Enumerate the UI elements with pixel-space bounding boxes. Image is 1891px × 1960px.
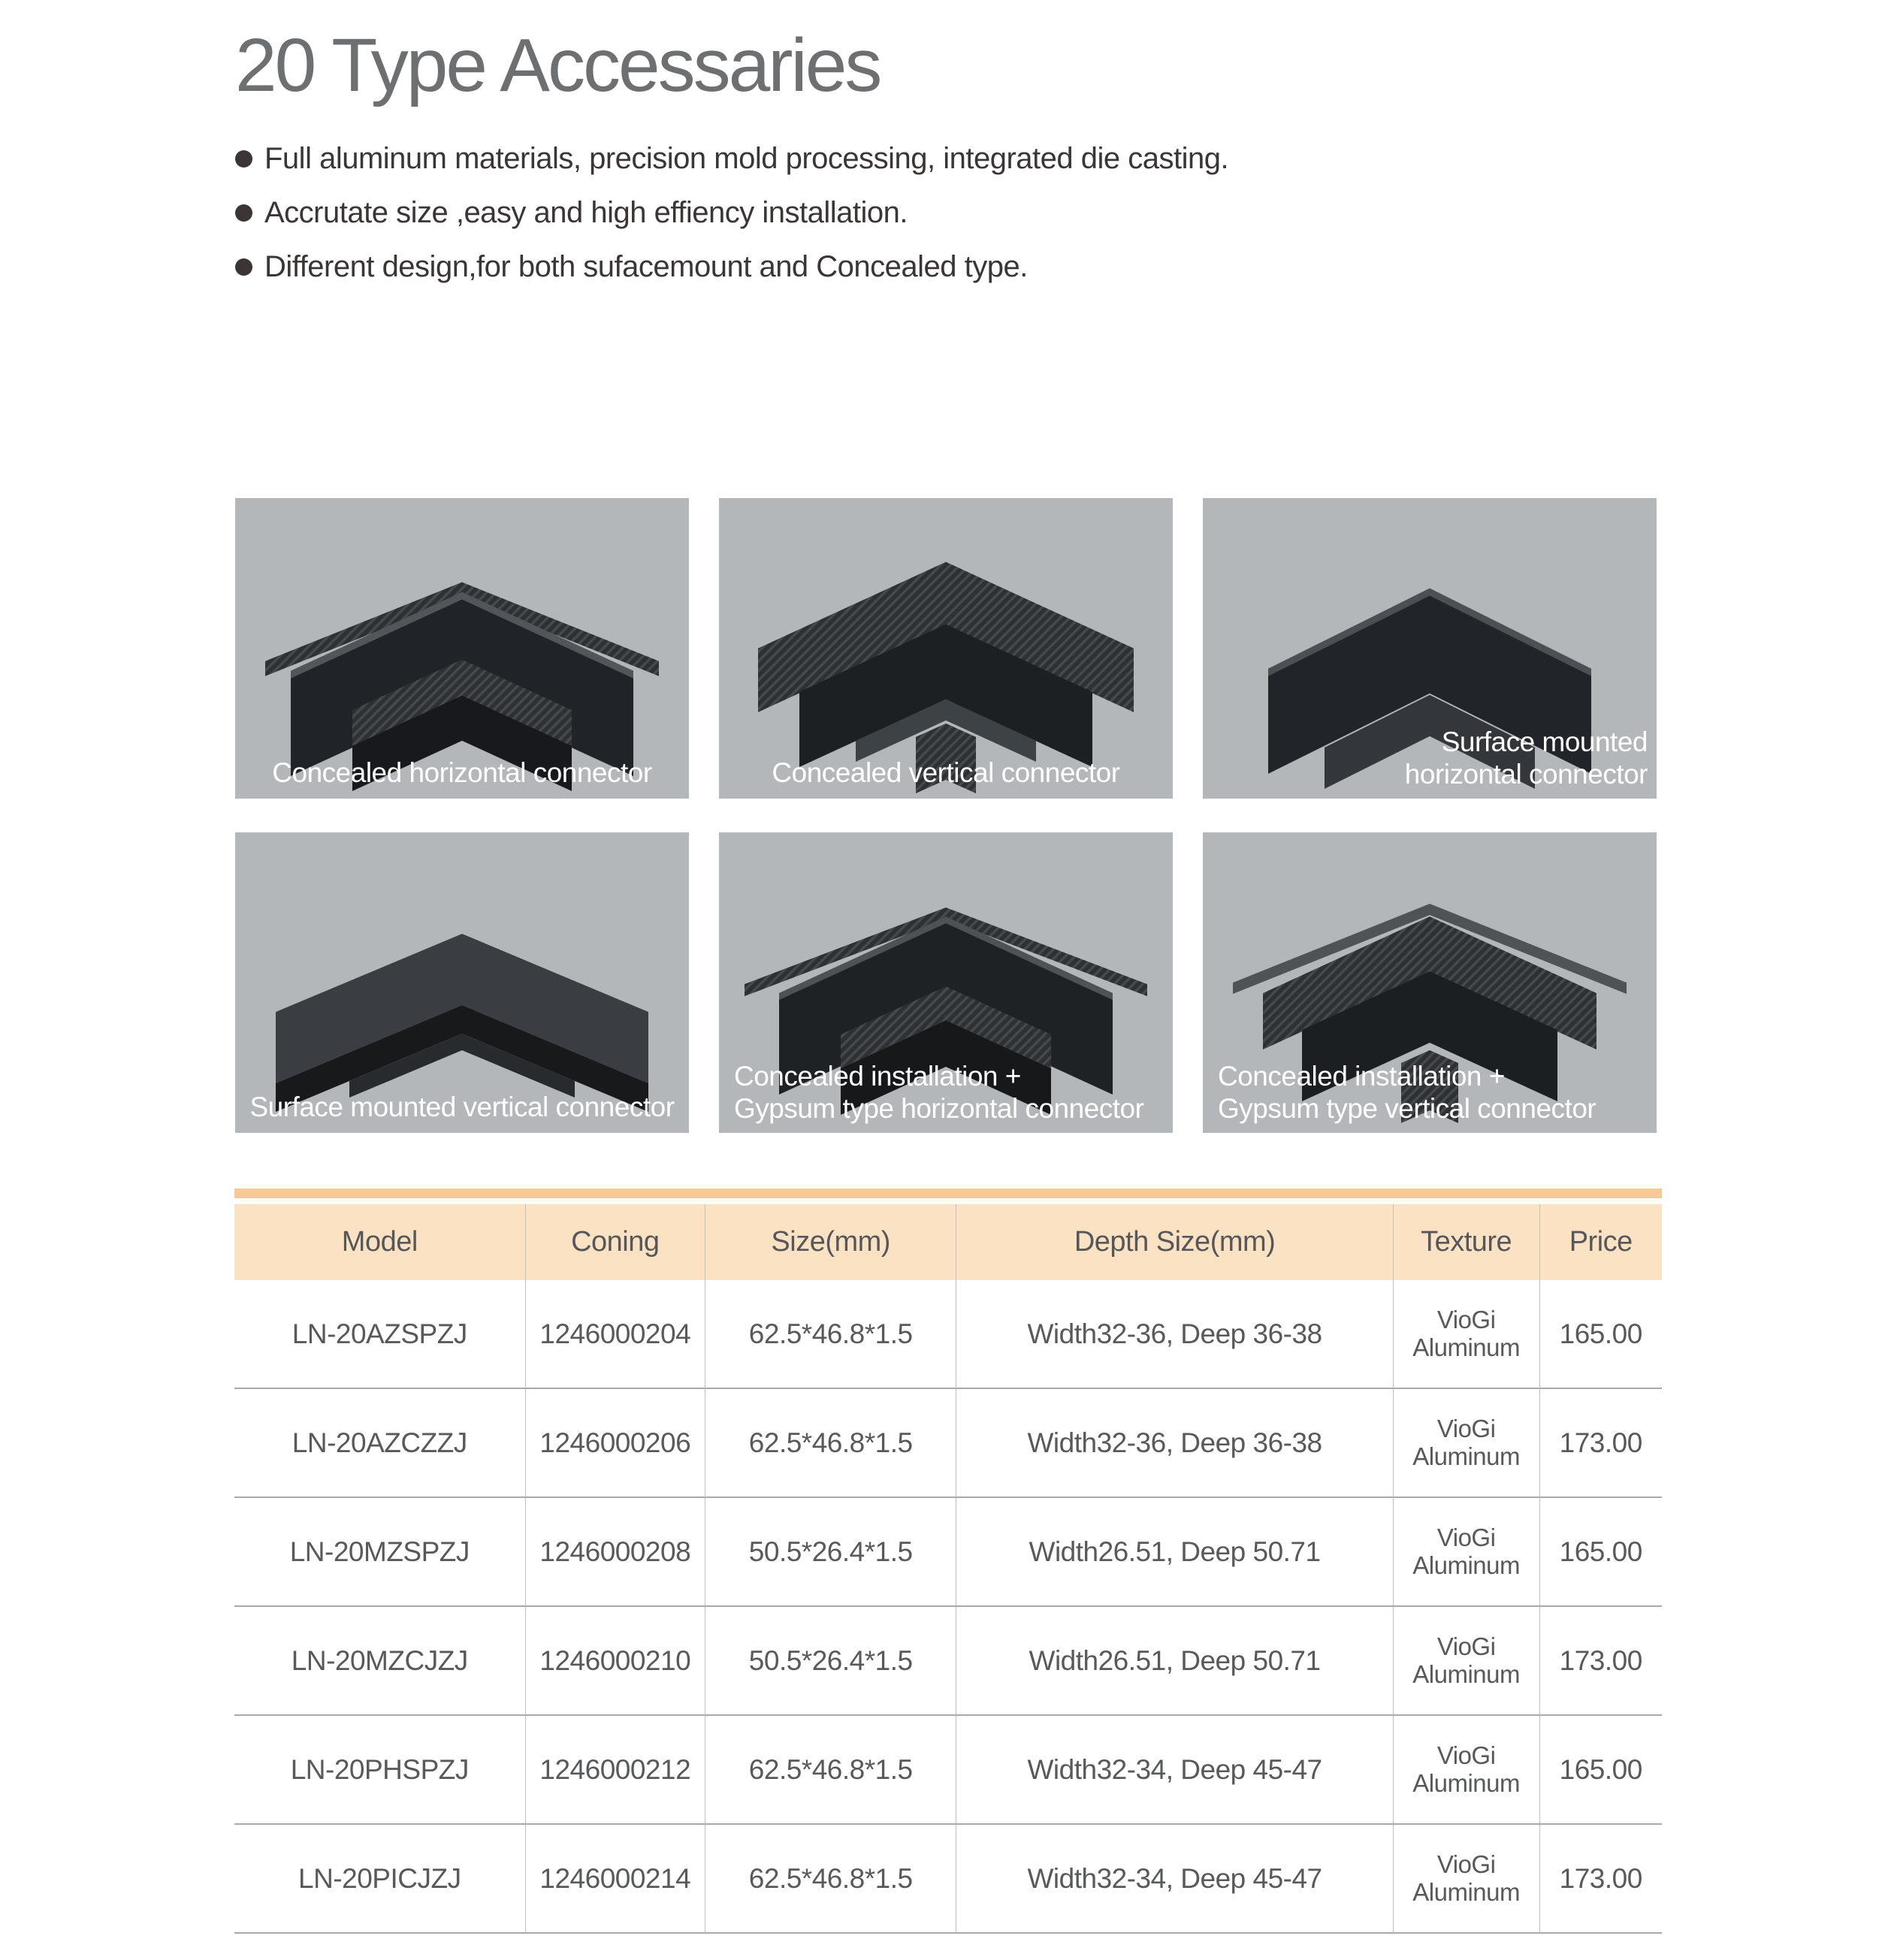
cell-depth: Width32-36, Deep 36-38 bbox=[956, 1280, 1393, 1389]
caption-line: Gypsum type horizontal connector bbox=[734, 1093, 1144, 1125]
cell-coning: 1246000204 bbox=[526, 1280, 705, 1389]
product-gallery bbox=[235, 498, 1657, 1133]
cell-texture: VioGi Aluminum bbox=[1394, 1607, 1540, 1716]
caption-line: Surface mounted bbox=[1441, 726, 1648, 757]
surface-mounted-vertical-connector-image bbox=[235, 832, 689, 1133]
cell-coning: 1246000210 bbox=[526, 1607, 705, 1716]
feature-list bbox=[235, 141, 1228, 304]
cell-texture: VioGi Aluminum bbox=[1394, 1498, 1540, 1607]
column-header-price: Price bbox=[1540, 1204, 1662, 1280]
cell-coning: 1246000208 bbox=[526, 1498, 705, 1607]
cell-size: 50.5*26.4*1.5 bbox=[705, 1498, 956, 1607]
cell-model: LN-20AZCZZJ bbox=[234, 1389, 526, 1498]
column-header-coning: Coning bbox=[526, 1204, 705, 1280]
concealed-horizontal-connector-image bbox=[235, 498, 689, 799]
caption-line: Gypsum type vertical connector bbox=[1218, 1093, 1596, 1125]
cell-size: 62.5*46.8*1.5 bbox=[705, 1389, 956, 1498]
cell-model: LN-20AZSPZJ bbox=[234, 1280, 526, 1389]
concealed-vertical-connector-image bbox=[719, 498, 1173, 799]
cell-coning: 1246000214 bbox=[526, 1825, 705, 1934]
cell-price: 173.00 bbox=[1540, 1389, 1662, 1498]
cell-size: 62.5*46.8*1.5 bbox=[705, 1716, 956, 1825]
feature-text: Accrutate size ,easy and high effiency installation. bbox=[264, 196, 908, 229]
product-tile-concealed-horizontal bbox=[235, 498, 689, 799]
cell-texture: VioGi Aluminum bbox=[1394, 1280, 1540, 1389]
cell-depth: Width32-34, Deep 45-47 bbox=[956, 1825, 1393, 1934]
product-tile-gypsum-vertical bbox=[1203, 832, 1657, 1133]
cell-model: LN-20PHSPZJ bbox=[234, 1716, 526, 1825]
table-accent-bar bbox=[234, 1188, 1662, 1198]
page-title: 20 Type Accessaries bbox=[235, 23, 881, 107]
product-caption bbox=[235, 757, 689, 790]
cell-size: 62.5*46.8*1.5 bbox=[705, 1825, 956, 1934]
cell-size: 50.5*26.4*1.5 bbox=[705, 1607, 956, 1716]
cell-depth: Width26.51, Deep 50.71 bbox=[956, 1607, 1393, 1716]
cell-model: LN-20MZCJZJ bbox=[234, 1607, 526, 1716]
product-tile-surface-vertical bbox=[235, 832, 689, 1133]
column-header-texture: Texture bbox=[1394, 1204, 1540, 1280]
bullet-icon bbox=[235, 258, 252, 276]
product-caption bbox=[719, 757, 1173, 790]
caption-line: Concealed vertical connector bbox=[772, 757, 1120, 789]
feature-item bbox=[235, 249, 1228, 285]
caption-line: Concealed installation + bbox=[734, 1060, 1021, 1092]
cell-price: 173.00 bbox=[1540, 1825, 1662, 1934]
cell-depth: Width32-34, Deep 45-47 bbox=[956, 1716, 1393, 1825]
cell-coning: 1246000206 bbox=[526, 1389, 705, 1498]
cell-texture: VioGi Aluminum bbox=[1394, 1825, 1540, 1934]
caption-line: Concealed installation + bbox=[1218, 1060, 1505, 1092]
bullet-icon bbox=[235, 204, 252, 222]
caption-line: horizontal connector bbox=[1404, 759, 1648, 790]
product-caption bbox=[235, 1091, 689, 1124]
cell-depth: Width26.51, Deep 50.71 bbox=[956, 1498, 1393, 1607]
cell-texture: VioGi Aluminum bbox=[1394, 1716, 1540, 1825]
cell-model: LN-20MZSPZJ bbox=[234, 1498, 526, 1607]
cell-price: 165.00 bbox=[1540, 1498, 1662, 1607]
product-caption bbox=[734, 1060, 1143, 1125]
cell-price: 165.00 bbox=[1540, 1716, 1662, 1825]
bullet-icon bbox=[235, 150, 252, 168]
feature-item bbox=[235, 141, 1228, 177]
cell-coning: 1246000212 bbox=[526, 1716, 705, 1825]
spec-table bbox=[234, 1188, 1662, 1934]
feature-item bbox=[235, 195, 1228, 231]
caption-line: Surface mounted vertical connector bbox=[249, 1092, 675, 1123]
cell-price: 165.00 bbox=[1540, 1280, 1662, 1389]
product-tile-concealed-vertical bbox=[719, 498, 1173, 799]
cell-size: 62.5*46.8*1.5 bbox=[705, 1280, 956, 1389]
column-header-depth-size: Depth Size(mm) bbox=[956, 1204, 1393, 1280]
cell-price: 173.00 bbox=[1540, 1607, 1662, 1716]
column-header-model: Model bbox=[234, 1204, 526, 1280]
product-caption bbox=[1405, 726, 1648, 791]
spec-table-grid bbox=[234, 1204, 1662, 1934]
product-tile-gypsum-horizontal bbox=[719, 832, 1173, 1133]
feature-text: Full aluminum materials, precision mold processing, integrated die casting. bbox=[264, 142, 1229, 175]
product-tile-surface-horizontal bbox=[1203, 498, 1657, 799]
product-caption bbox=[1218, 1060, 1596, 1125]
cell-model: LN-20PICJZJ bbox=[234, 1825, 526, 1934]
cell-texture: VioGi Aluminum bbox=[1394, 1389, 1540, 1498]
caption-line: Concealed horizontal connector bbox=[272, 757, 652, 789]
cell-depth: Width32-36, Deep 36-38 bbox=[956, 1389, 1393, 1498]
column-header-size: Size(mm) bbox=[705, 1204, 956, 1280]
feature-text: Different design,for both sufacemount and Concealed type. bbox=[264, 250, 1028, 283]
